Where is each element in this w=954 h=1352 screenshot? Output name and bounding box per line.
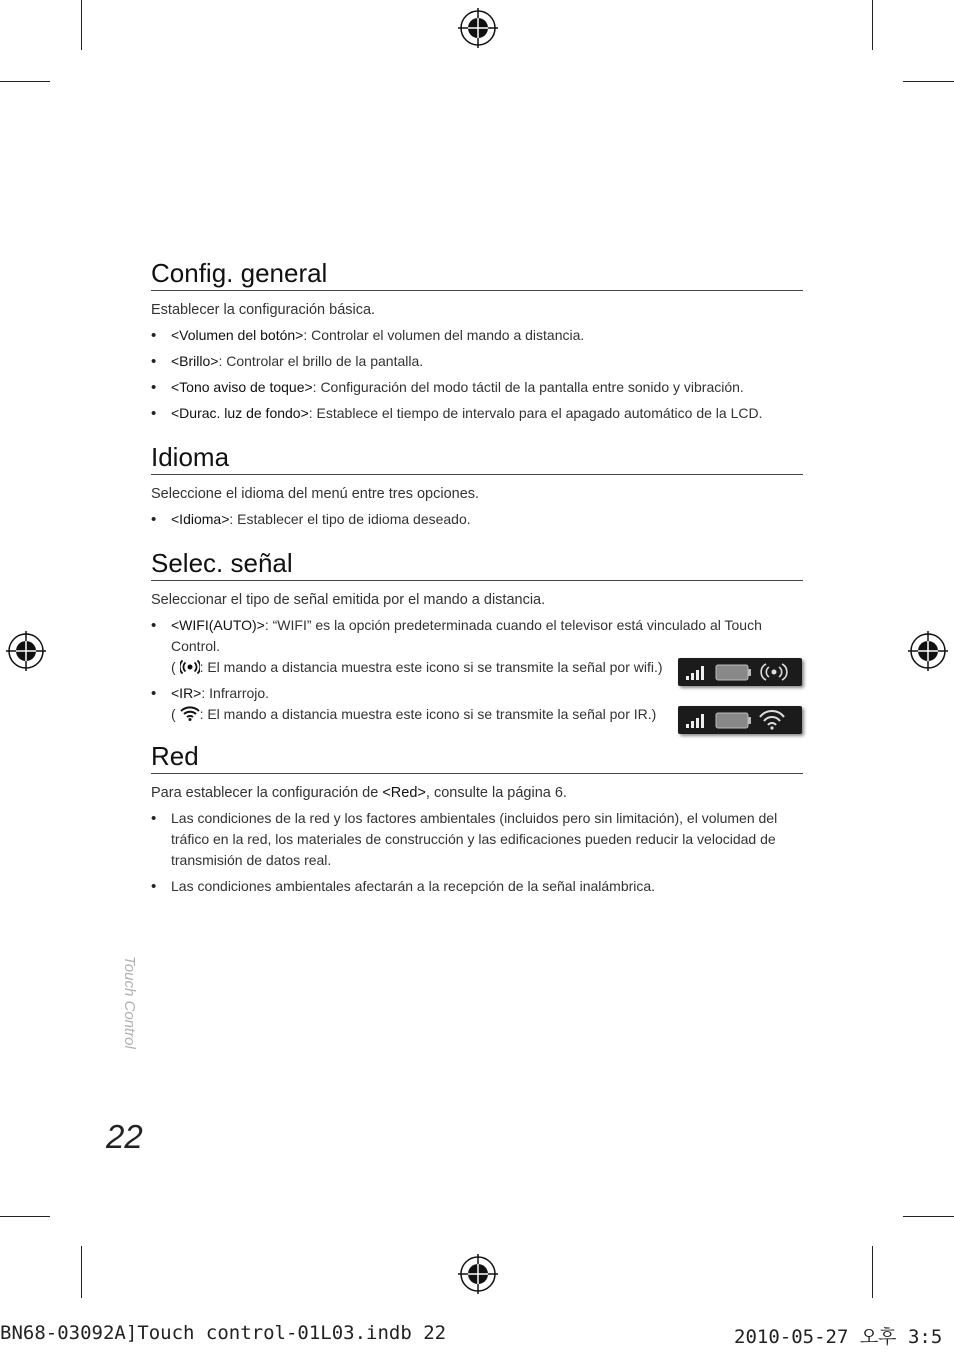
page-number: 22 bbox=[106, 1118, 143, 1155]
registration-mark-icon bbox=[908, 631, 948, 671]
wifi-status-bar-screenshot bbox=[678, 658, 802, 686]
section-red bbox=[151, 741, 803, 897]
crop-mark bbox=[903, 81, 954, 82]
list-item: • Las condiciones ambientales afectarán a la recepción de la señal inalámbrica. bbox=[151, 876, 803, 897]
section-title: Idioma bbox=[151, 442, 803, 475]
section-idioma bbox=[151, 442, 803, 530]
wifi-fan-icon bbox=[180, 705, 200, 721]
crop-mark bbox=[81, 0, 82, 50]
intro-text: , consulte la página 6. bbox=[425, 785, 567, 801]
list-item bbox=[151, 509, 803, 530]
option-name: <Durac. luz de fondo> bbox=[171, 405, 309, 421]
section-intro: Establecer la configuración básica. bbox=[151, 302, 376, 318]
section-title: Selec. señal bbox=[151, 548, 803, 581]
list-item bbox=[151, 325, 803, 346]
section-title: Red bbox=[151, 741, 803, 774]
option-name: <Red> bbox=[382, 785, 426, 801]
icon-note-text: : El mando a distancia muestra este icono si se transmite la señal por wifi.) bbox=[199, 659, 663, 675]
section-selec-senal bbox=[151, 548, 803, 725]
section-intro bbox=[151, 784, 803, 802]
crop-mark bbox=[0, 81, 50, 82]
sidebar-label: Touch Control bbox=[121, 956, 138, 1049]
registration-mark-icon bbox=[6, 631, 46, 671]
option-description: : Establecer el tipo de idioma deseado. bbox=[229, 511, 471, 527]
option-name: <WIFI(AUTO)> bbox=[171, 617, 265, 633]
crop-mark bbox=[81, 1246, 82, 1298]
section-config-general bbox=[151, 258, 803, 424]
option-name: <IR> bbox=[171, 685, 202, 701]
ir-status-bar-screenshot bbox=[678, 706, 802, 734]
option-description: : Controlar el brillo de la pantalla. bbox=[218, 353, 424, 369]
page-content bbox=[151, 258, 803, 902]
option-description: : “WIFI” es la opción predeterminada cuando el televisor está vinculado al Touch Control. bbox=[171, 617, 762, 654]
intro-text: Para establecer la configuración de bbox=[151, 785, 383, 801]
crop-mark bbox=[0, 1216, 50, 1217]
section-intro: Seleccione el idioma del menú entre tres opciones. bbox=[151, 486, 480, 502]
print-slug-right: 2010-05-27 오후 3:5 bbox=[734, 1326, 943, 1348]
crop-mark bbox=[903, 1216, 954, 1217]
list-item bbox=[151, 403, 803, 424]
status-bar-icons bbox=[678, 706, 802, 734]
option-name: <Tono aviso de toque> bbox=[171, 379, 313, 395]
option-description: : Controlar el volumen del mando a distancia. bbox=[303, 327, 585, 343]
list-item bbox=[151, 351, 803, 372]
icon-note-text: : El mando a distancia muestra este icono si se transmite la señal por IR.) bbox=[199, 706, 657, 722]
status-bar-icons bbox=[678, 658, 802, 686]
crop-mark bbox=[872, 1246, 873, 1298]
bullet-list bbox=[151, 808, 803, 897]
option-name: <Brillo> bbox=[171, 353, 219, 369]
option-description: : Configuración del modo táctil de la pantalla entre sonido y vibración. bbox=[312, 379, 744, 395]
section-title: Config. general bbox=[151, 258, 803, 291]
bullet-list bbox=[151, 325, 803, 424]
registration-mark-icon bbox=[458, 1254, 498, 1294]
crop-mark bbox=[872, 0, 873, 50]
option-description: : Establece el tiempo de intervalo para el apagado automático de la LCD. bbox=[308, 405, 763, 421]
option-name: <Volumen del botón> bbox=[171, 327, 304, 343]
list-item bbox=[151, 377, 803, 398]
bullet-list bbox=[151, 509, 803, 530]
registration-mark-icon bbox=[458, 8, 498, 48]
list-item: • Las condiciones de la red y los factores ambientales (incluidos pero sin limitación), el volumen del tráfico en la red, los materiales de construcción y las edificaciones pueden reducir la velocidad de transmisión de datos real. bbox=[151, 808, 803, 871]
broadcast-icon bbox=[180, 660, 200, 674]
print-slug-left: BN68-03092A]Touch control-01L03.indb 22 bbox=[0, 1322, 447, 1344]
icon-note: ( : El mando a distancia muestra este icono si se transmite la señal por IR.) bbox=[171, 706, 657, 722]
option-name: <Idioma> bbox=[171, 511, 230, 527]
section-intro: Seleccionar el tipo de señal emitida por el mando a distancia. bbox=[151, 592, 546, 608]
icon-note: ( : El mando a distancia muestra este icono si se transmite la señal por wifi.) bbox=[171, 659, 663, 675]
option-description: : Infrarrojo. bbox=[201, 685, 270, 701]
